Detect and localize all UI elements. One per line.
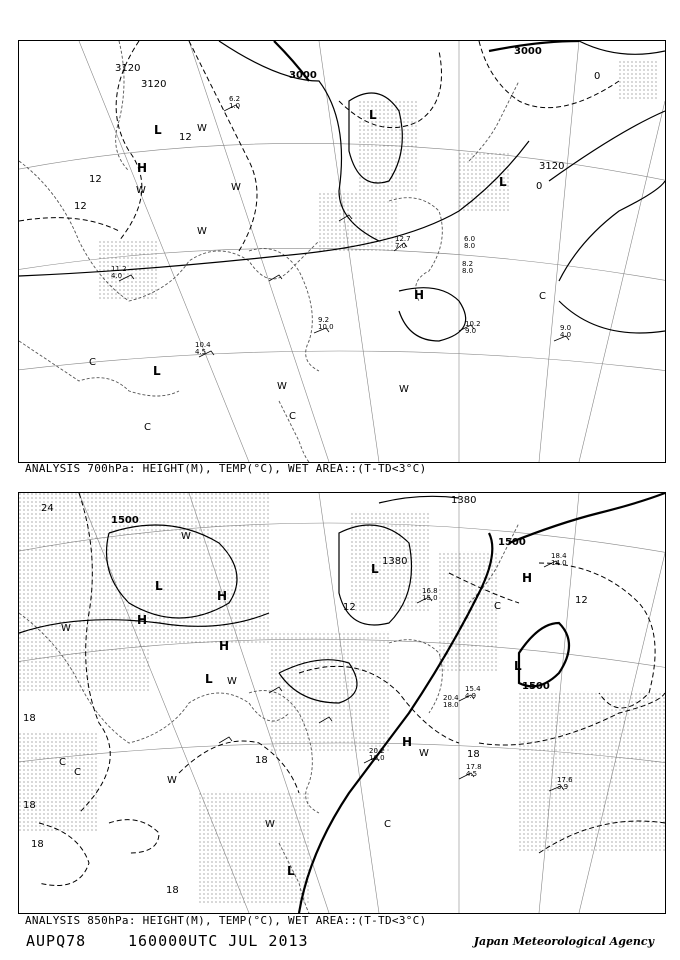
- chart-code: AUPQ78: [26, 932, 87, 950]
- center-H-3: H: [219, 639, 230, 653]
- center-L-4: L: [153, 364, 161, 378]
- temp-label-18-b: 18: [255, 755, 268, 766]
- center-H-5: H: [402, 735, 413, 749]
- center-H-2: H: [137, 613, 148, 627]
- svg-text:8.2: 8.2: [462, 260, 474, 268]
- temp-label-12-a: 12: [343, 602, 356, 613]
- svg-text:6.2: 6.2: [229, 95, 241, 103]
- center-W-7: C: [74, 767, 81, 778]
- center-L-4: L: [514, 659, 522, 673]
- map-panel-700hpa: [18, 40, 666, 463]
- temp-label-0-b: 0: [536, 181, 543, 192]
- contour-label-1380-a: 1380: [451, 495, 477, 506]
- svg-text:10.4: 10.4: [195, 341, 211, 349]
- center-W-1: W: [197, 123, 207, 134]
- center-L-5: L: [287, 864, 295, 878]
- center-C-3: C: [144, 422, 151, 433]
- center-W-2: W: [136, 185, 146, 196]
- svg-text:17.8: 17.8: [466, 763, 482, 771]
- svg-text:10.0: 10.0: [369, 754, 385, 762]
- center-W-6: W: [419, 748, 429, 759]
- center-W-4: W: [167, 775, 177, 786]
- svg-text:16.8: 16.8: [422, 587, 438, 595]
- valid-time: 160000UTC JUL 2013: [128, 932, 309, 950]
- temp-label-18-c: 18: [467, 749, 480, 760]
- center-W-6: W: [399, 384, 409, 395]
- center-W-4: W: [197, 226, 207, 237]
- center-W-3: W: [231, 182, 241, 193]
- height-contour-1500-ne: [509, 493, 665, 543]
- svg-text:4.0: 4.0: [560, 331, 572, 339]
- temp-label-12-b: 12: [89, 174, 102, 185]
- center-L-3: L: [205, 672, 213, 686]
- center-C-3: C: [59, 757, 66, 768]
- center-W-5: W: [265, 819, 275, 830]
- svg-text:12.7: 12.7: [395, 235, 411, 243]
- temp-label-18-e: 18: [166, 885, 179, 896]
- svg-text:11.2: 11.2: [111, 265, 127, 273]
- wet-area-stipple-850: [19, 493, 665, 903]
- contour-label-1500-a: 1500: [111, 515, 139, 526]
- center-L-1: L: [155, 579, 163, 593]
- svg-text:3.9: 3.9: [557, 783, 569, 791]
- svg-text:9.0: 9.0: [465, 327, 477, 335]
- temp-label-12-b: 12: [575, 595, 588, 606]
- center-L-1: L: [154, 123, 162, 137]
- contour-label-3000-b: 3000: [514, 46, 542, 57]
- coastlines: [19, 41, 519, 462]
- center-C-2: C: [89, 357, 96, 368]
- temp-label-24: 24: [41, 503, 54, 514]
- center-H-1: H: [217, 589, 228, 603]
- center-H-4: H: [522, 571, 533, 585]
- svg-text:14.0: 14.0: [551, 559, 567, 567]
- center-L-3: L: [499, 175, 507, 189]
- center-W-1: W: [181, 531, 191, 542]
- svg-text:8.0: 8.0: [462, 267, 474, 275]
- svg-text:18.4: 18.4: [551, 552, 567, 560]
- contour-label-3000-a: 3000: [289, 70, 317, 81]
- temp-label-18-d: 18: [23, 800, 36, 811]
- map-850hpa-canvas: [19, 493, 665, 913]
- center-L-2: L: [369, 108, 377, 122]
- svg-text:4.9: 4.9: [465, 692, 477, 700]
- contour-label-3120-c: 3120: [539, 161, 565, 172]
- center-C-1: C: [384, 819, 391, 830]
- center-H-2: H: [414, 288, 425, 302]
- svg-text:15.0: 15.0: [422, 594, 438, 602]
- svg-text:1.0: 1.0: [229, 102, 241, 110]
- contour-label-3120-b: 3120: [141, 79, 167, 90]
- temp-label-12-a: 12: [179, 132, 192, 143]
- svg-text:20.4: 20.4: [443, 694, 459, 702]
- svg-text:9.0: 9.0: [560, 324, 572, 332]
- svg-text:17.6: 17.6: [557, 776, 573, 784]
- center-H-1: H: [137, 161, 148, 175]
- svg-text:20.2: 20.2: [369, 747, 385, 755]
- svg-text:18.0: 18.0: [443, 701, 459, 709]
- caption-850hpa: ANALYSIS 850hPa: HEIGHT(M), TEMP(°C), WET AREA::(T-TD<3°C): [25, 914, 427, 927]
- svg-text:8.0: 8.0: [464, 242, 476, 250]
- temp-label-18-a: 18: [23, 713, 36, 724]
- caption-700hpa: ANALYSIS 700hPa: HEIGHT(M), TEMP(°C), WET AREA::(T-TD<3°C): [25, 462, 427, 475]
- center-W-3: W: [61, 623, 71, 634]
- contour-label-1500-c: 1500: [522, 681, 550, 692]
- contour-label-1380-b: 1380: [382, 556, 408, 567]
- temp-label-12-c: 12: [74, 201, 87, 212]
- svg-text:4.5: 4.5: [195, 348, 207, 356]
- svg-text:4.0: 4.0: [111, 272, 123, 280]
- map-panel-850hpa: [18, 492, 666, 914]
- svg-text:7.0: 7.0: [395, 242, 407, 250]
- center-L-5-label: C: [289, 411, 296, 422]
- center-C-2: C: [494, 601, 501, 612]
- center-L-2: L: [371, 562, 379, 576]
- center-C-1: C: [539, 291, 546, 302]
- svg-text:9.2: 9.2: [318, 316, 330, 324]
- center-W-5: W: [277, 381, 287, 392]
- temp-label-18-f: 18: [31, 839, 44, 850]
- svg-text:15.4: 15.4: [465, 685, 481, 693]
- svg-text:10.2: 10.2: [465, 320, 481, 328]
- contour-label-3120-a: 3120: [115, 63, 141, 74]
- svg-text:6.0: 6.0: [464, 235, 476, 243]
- contour-label-1500-b: 1500: [498, 537, 526, 548]
- map-700hpa-canvas: [19, 41, 665, 462]
- svg-text:10.0: 10.0: [318, 323, 334, 331]
- center-W-2: W: [227, 676, 237, 687]
- svg-text:4.5: 4.5: [466, 770, 478, 778]
- temp-label-0-a: 0: [594, 71, 601, 82]
- agency-name: Japan Meteorological Agency: [473, 935, 654, 948]
